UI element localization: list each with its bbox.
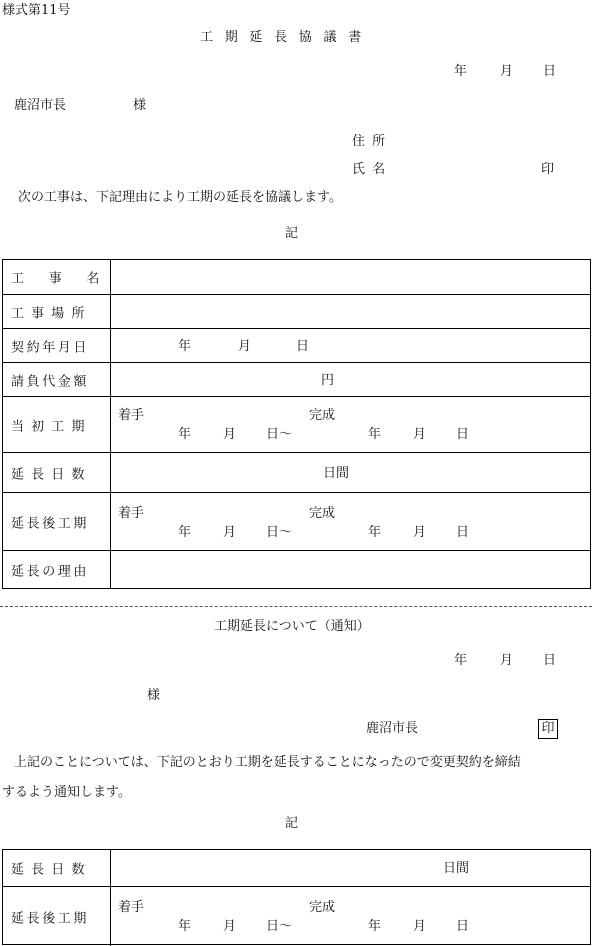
label-extension-reason: 延長の理由 [11,564,90,579]
start-month: 月 [223,525,237,540]
row-label-cell [3,363,111,396]
label-extended-period: 延長後工期 [11,911,90,926]
start-day-tilde: 日〜 [266,427,293,442]
end-day: 日 [456,525,470,540]
end-year: 年 [368,525,382,540]
days-unit: 日間 [443,861,470,876]
notice-body-line2: するよう通知します。 [2,785,131,800]
row-label-cell [3,493,111,550]
label-extension-days: 延長日数 [11,467,92,482]
label-extension-days: 延長日数 [11,862,92,878]
end-month: 月 [413,427,427,442]
table-row [3,294,590,328]
table-row [3,886,590,946]
row-label-cell [3,260,125,294]
notice-table [2,849,591,945]
contract-year: 年 [178,339,192,354]
end-day: 日 [456,427,470,442]
date-year: 年 [454,64,468,79]
end-year: 年 [368,919,382,934]
end-label: 完成 [309,900,336,915]
start-label: 着手 [118,506,145,521]
table-row [3,260,590,294]
date-month: 月 [500,64,514,79]
address-label: 住所 [352,134,393,149]
document-title: 工期延長協議書 [200,30,373,45]
table-row [3,396,590,452]
label-construction-name: 工事名 [11,271,125,287]
contract-day: 日 [296,339,310,354]
row-label-cell [3,850,111,886]
start-year: 年 [178,919,192,934]
notice-ki-label: 記 [285,816,299,831]
row-label-cell [3,551,111,588]
start-day-tilde: 日〜 [266,919,293,934]
end-month: 月 [413,919,427,934]
end-day: 日 [456,919,470,934]
table-row [3,452,590,492]
date-day: 日 [543,64,557,79]
days-unit: 日間 [323,466,350,481]
contract-month: 月 [238,339,252,354]
start-month: 月 [223,427,237,442]
ki-label: 記 [285,226,299,241]
label-contract-date: 契約年月日 [11,340,90,355]
addressee-name: 鹿沼市長 [14,98,67,113]
yen-unit: 円 [321,373,335,388]
notice-honorific: 様 [147,688,161,703]
agreement-table [2,259,591,589]
label-contract-amount: 請負代金額 [11,374,90,389]
end-year: 年 [368,427,382,442]
table-row [3,492,590,550]
label-construction-site: 工事場所 [11,306,92,321]
start-month: 月 [223,919,237,934]
form-number: 様式第11号 [2,3,71,18]
row-label-cell [3,887,111,946]
start-label: 着手 [118,900,145,915]
notice-title: 工期延長について（通知） [214,619,370,634]
start-year: 年 [178,525,192,540]
table-row [3,362,590,396]
row-label-cell [3,453,111,492]
mayor-seal: 印 [538,719,558,739]
name-label: 氏名 [352,162,393,177]
notice-date-day: 日 [543,653,557,668]
cut-line [0,606,592,607]
intro-text: 次の工事は、下記理由により工期の延長を協議します。 [18,190,342,205]
notice-sender: 鹿沼市長 [366,721,419,736]
start-day-tilde: 日〜 [266,525,293,540]
start-year: 年 [178,427,192,442]
end-month: 月 [413,525,427,540]
label-extended-period: 延長後工期 [11,516,90,531]
notice-date-month: 月 [500,653,514,668]
seal-mark: 印 [541,162,555,177]
row-label-cell [3,295,111,328]
notice-date-year: 年 [454,653,468,668]
start-label: 着手 [118,408,145,423]
end-label: 完成 [309,408,336,423]
table-row [3,850,590,886]
addressee-honorific: 様 [133,98,147,113]
notice-body-line1: 上記のことについては、下記のとおり工期を延長することになったので変更契約を締結 [14,755,521,770]
table-row [3,328,590,362]
row-label-cell [3,397,111,452]
table-row [3,550,590,588]
label-original-period: 当初工期 [11,419,92,434]
end-label: 完成 [309,506,336,521]
row-label-cell [3,329,111,362]
